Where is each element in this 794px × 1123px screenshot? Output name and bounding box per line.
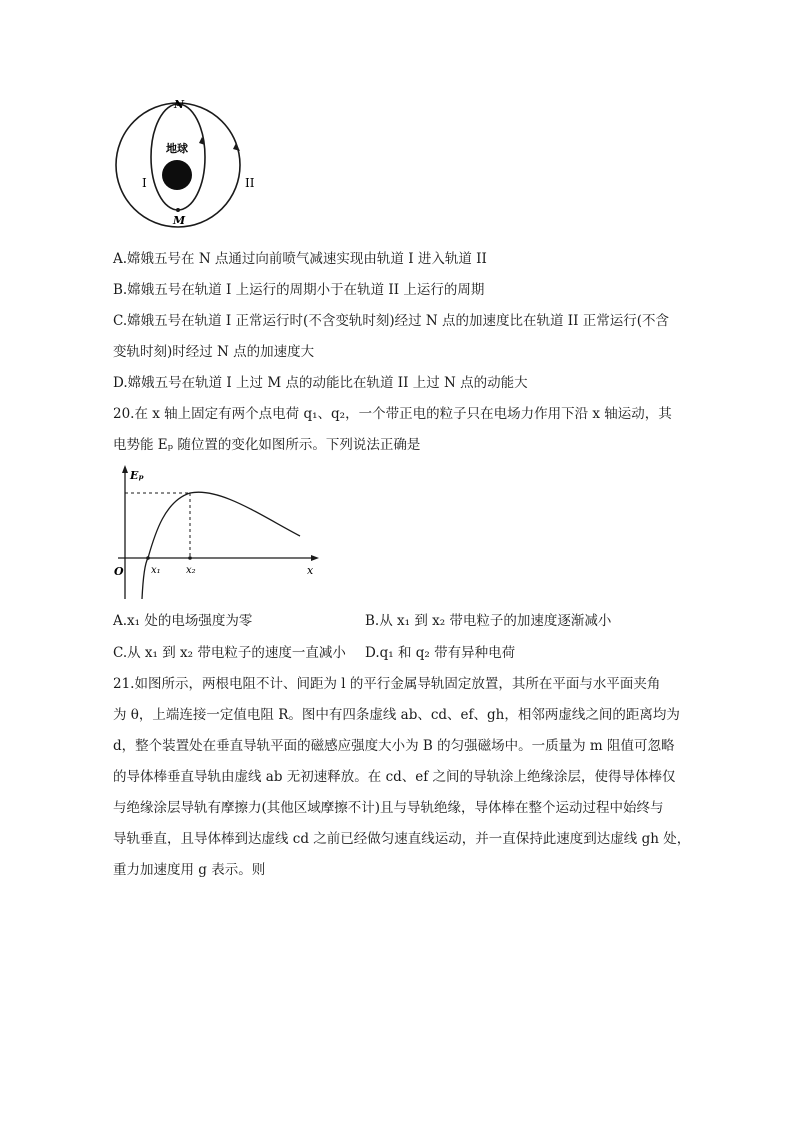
q20-stem-line-1: 20.在 x 轴上固定有两个点电荷 q₁、q₂，一个带正电的粒子只在电场力作用下沿 x 轴运动，其 — [113, 406, 672, 422]
label-n: N — [174, 98, 185, 111]
y-axis-arrow — [122, 465, 128, 473]
orbit-ii-arrow — [233, 143, 240, 151]
x2-dot — [188, 556, 192, 560]
q21-line-5: 与绝缘涂层导轨有摩擦力(其他区域摩擦不计)且与导轨绝缘，导体棒在整个运动过程中始终与 — [113, 800, 664, 816]
ep-x-graph — [110, 463, 325, 603]
q19-option-a: A.嫦娥五号在 N 点通过向前喷气减速实现由轨道 I 进入轨道 II — [113, 251, 487, 267]
q21-line-7: 重力加速度用 g 表示。则 — [113, 862, 266, 878]
x1-label: x₁ — [151, 565, 161, 576]
q20-option-b: B.从 x₁ 到 x₂ 带电粒子的加速度逐渐减小 — [365, 613, 612, 629]
orbit-i-ellipse — [151, 104, 205, 210]
q20-option-c: C.从 x₁ 到 x₂ 带电粒子的速度一直减小 — [113, 645, 346, 661]
q20-option-a: A.x₁ 处的电场强度为零 — [113, 613, 253, 629]
q21-line-2: 为 θ，上端连接一定值电阻 R。图中有四条虚线 ab、cd、ef、gh，相邻两虚线之间的距离均为 — [113, 707, 680, 723]
label-earth: 地球 — [166, 142, 188, 155]
q19-option-b: B.嫦娥五号在轨道 I 上运行的周期小于在轨道 II 上运行的周期 — [113, 282, 485, 298]
point-m-dot — [176, 208, 180, 212]
q21-line-6: 导轨垂直，且导体棒到达虚线 cd 之前已经做匀速直线运动，并一直保持此速度到达虚线 gh 处， — [113, 831, 691, 847]
q20-stem-line-2: 电势能 Eₚ 随位置的变化如图所示。下列说法正确是 — [113, 437, 421, 453]
label-orbit-ii: II — [245, 176, 255, 190]
q21-line-1: 21.如图所示，两根电阻不计、间距为 l 的平行金属导轨固定放置，其所在平面与水平面夹角 — [113, 676, 661, 692]
xlabel: x — [307, 564, 314, 577]
origin-label: O — [114, 565, 124, 578]
q21-line-3: d，整个装置处在垂直导轨平面的磁感应强度大小为 B 的匀强磁场中。一质量为 m 阻值可忽略 — [113, 738, 675, 754]
label-m: M — [173, 214, 186, 227]
q19-option-c: C.嫦娥五号在轨道 I 正常运行时(不含变轨时刻)经过 N 点的加速度比在轨道 II 正常运行(不含 — [113, 313, 669, 329]
q19-option-c-cont: 变轨时刻)时经过 N 点的加速度大 — [113, 344, 315, 360]
orbit-figure — [108, 95, 268, 230]
q19-option-d: D.嫦娥五号在轨道 I 上过 M 点的动能比在轨道 II 上过 N 点的动能大 — [113, 375, 528, 391]
earth-disk — [162, 160, 192, 190]
ep-curve — [142, 492, 300, 599]
x2-label: x₂ — [186, 565, 196, 576]
x-axis-arrow — [311, 555, 319, 561]
q21-line-4: 的导体棒垂直导轨由虚线 ab 无初速释放。在 cd、ef 之间的导轨涂上绝缘涂层，使得导体棒仅 — [113, 769, 676, 785]
x1-dot — [146, 556, 150, 560]
q20-option-d: D.q₁ 和 q₂ 带有异种电荷 — [365, 645, 516, 661]
label-orbit-i: I — [142, 176, 147, 190]
ylabel: Eₚ — [130, 469, 144, 482]
